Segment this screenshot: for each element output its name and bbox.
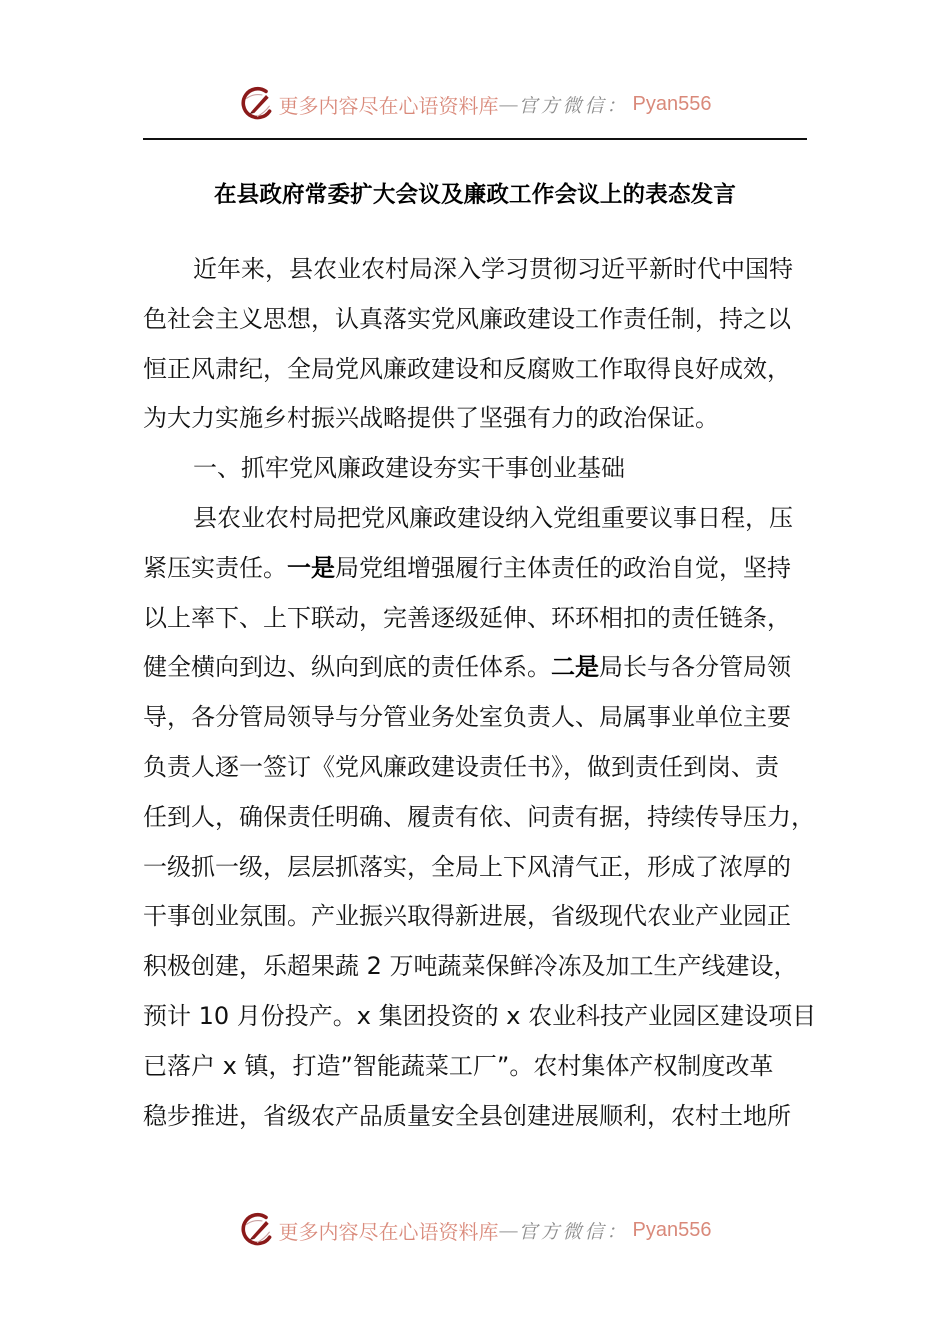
wechat-label: 官方微信： [518,1220,629,1243]
bold-marker: 二是 [551,653,599,682]
separator-dash: — [498,92,519,116]
header-divider [143,138,807,140]
paragraph-line: 色社会主义思想，认真落实党风廉政建设工作责任制，持之以 [143,304,791,333]
wechat-label: 官方微信： [518,94,629,117]
paragraph-line: 负责人逐一签订《党风廉政建设责任书》，做到责任到岗、责 [143,752,779,781]
paragraph-line: 任到人，确保责任明确、履责有依、问责有据，持续传导压力， [143,802,815,831]
paragraph-line: 稳步推进，省级农产品质量安全县创建进展顺利，农村土地所 [143,1101,791,1130]
quill-pen-logo-icon [239,86,275,122]
document-title: 在县政府常委扩大会议及廉政工作会议上的表态发言 [213,182,737,208]
line-text: 紧压实责任。 [143,553,287,582]
paragraph-line [143,643,823,693]
paragraph-line: 干事创业氛围。产业振兴取得新进展，省级现代农业产业园正 [143,902,791,931]
section-heading: 一、抓牢党风廉政建设夯实干事创业基础 [193,454,625,483]
paragraph-line: 积极创建，乐超果蔬 2 万吨蔬菜保鲜冷冻及加工生产线建设， [143,952,798,981]
paragraph-line: 县农业农村局把党风廉政建设纳入党组重要议事日程，压 [193,503,793,532]
paragraph-line: 一级抓一级，层层抓落实，全局上下风清气正，形成了浓厚的 [143,852,791,881]
bold-marker: 一是 [287,553,335,582]
separator-dash: — [498,1218,519,1242]
site-name-text: 更多内容尽在心语资料库 [278,93,499,118]
line-text: 局党组增强履行主体责任的政治自觉，坚持 [335,553,791,582]
wechat-id: Pyan556 [632,92,712,115]
site-name-text: 更多内容尽在心语资料库 [278,1219,499,1244]
paragraph-line [143,544,823,594]
paragraph-line: 已落户 x 镇，打造”智能蔬菜工厂”。农村集体产权制度改革 [143,1051,774,1080]
line-text: 健全横向到边、纵向到底的责任体系。 [143,653,551,682]
paragraph-line: 近年来，县农业农村局深入学习贯彻习近平新时代中国特 [193,255,793,283]
paragraph-line: 恒正风肃纪，全局党风廉政建设和反腐败工作取得良好成效， [143,354,791,383]
paragraph-line: 预计 10 月份投产。x 集团投资的 x 农业科技产业园区建设项目 [143,1001,817,1030]
footer-banner [0,1208,950,1252]
paragraph-line: 为大力实施乡村振兴战略提供了坚强有力的政治保证。 [143,404,719,433]
wechat-id: Pyan556 [632,1218,712,1241]
line-text: 局长与各分管局领 [599,653,791,682]
paragraph-line: 以上率下、上下联动，完善逐级延伸、环环相扣的责任链条， [143,603,791,632]
header-banner [0,82,950,126]
document-body [143,245,823,1141]
quill-pen-logo-icon [239,1212,275,1248]
paragraph-line: 导，各分管局领导与分管业务处室负责人、局属事业单位主要 [143,703,791,732]
